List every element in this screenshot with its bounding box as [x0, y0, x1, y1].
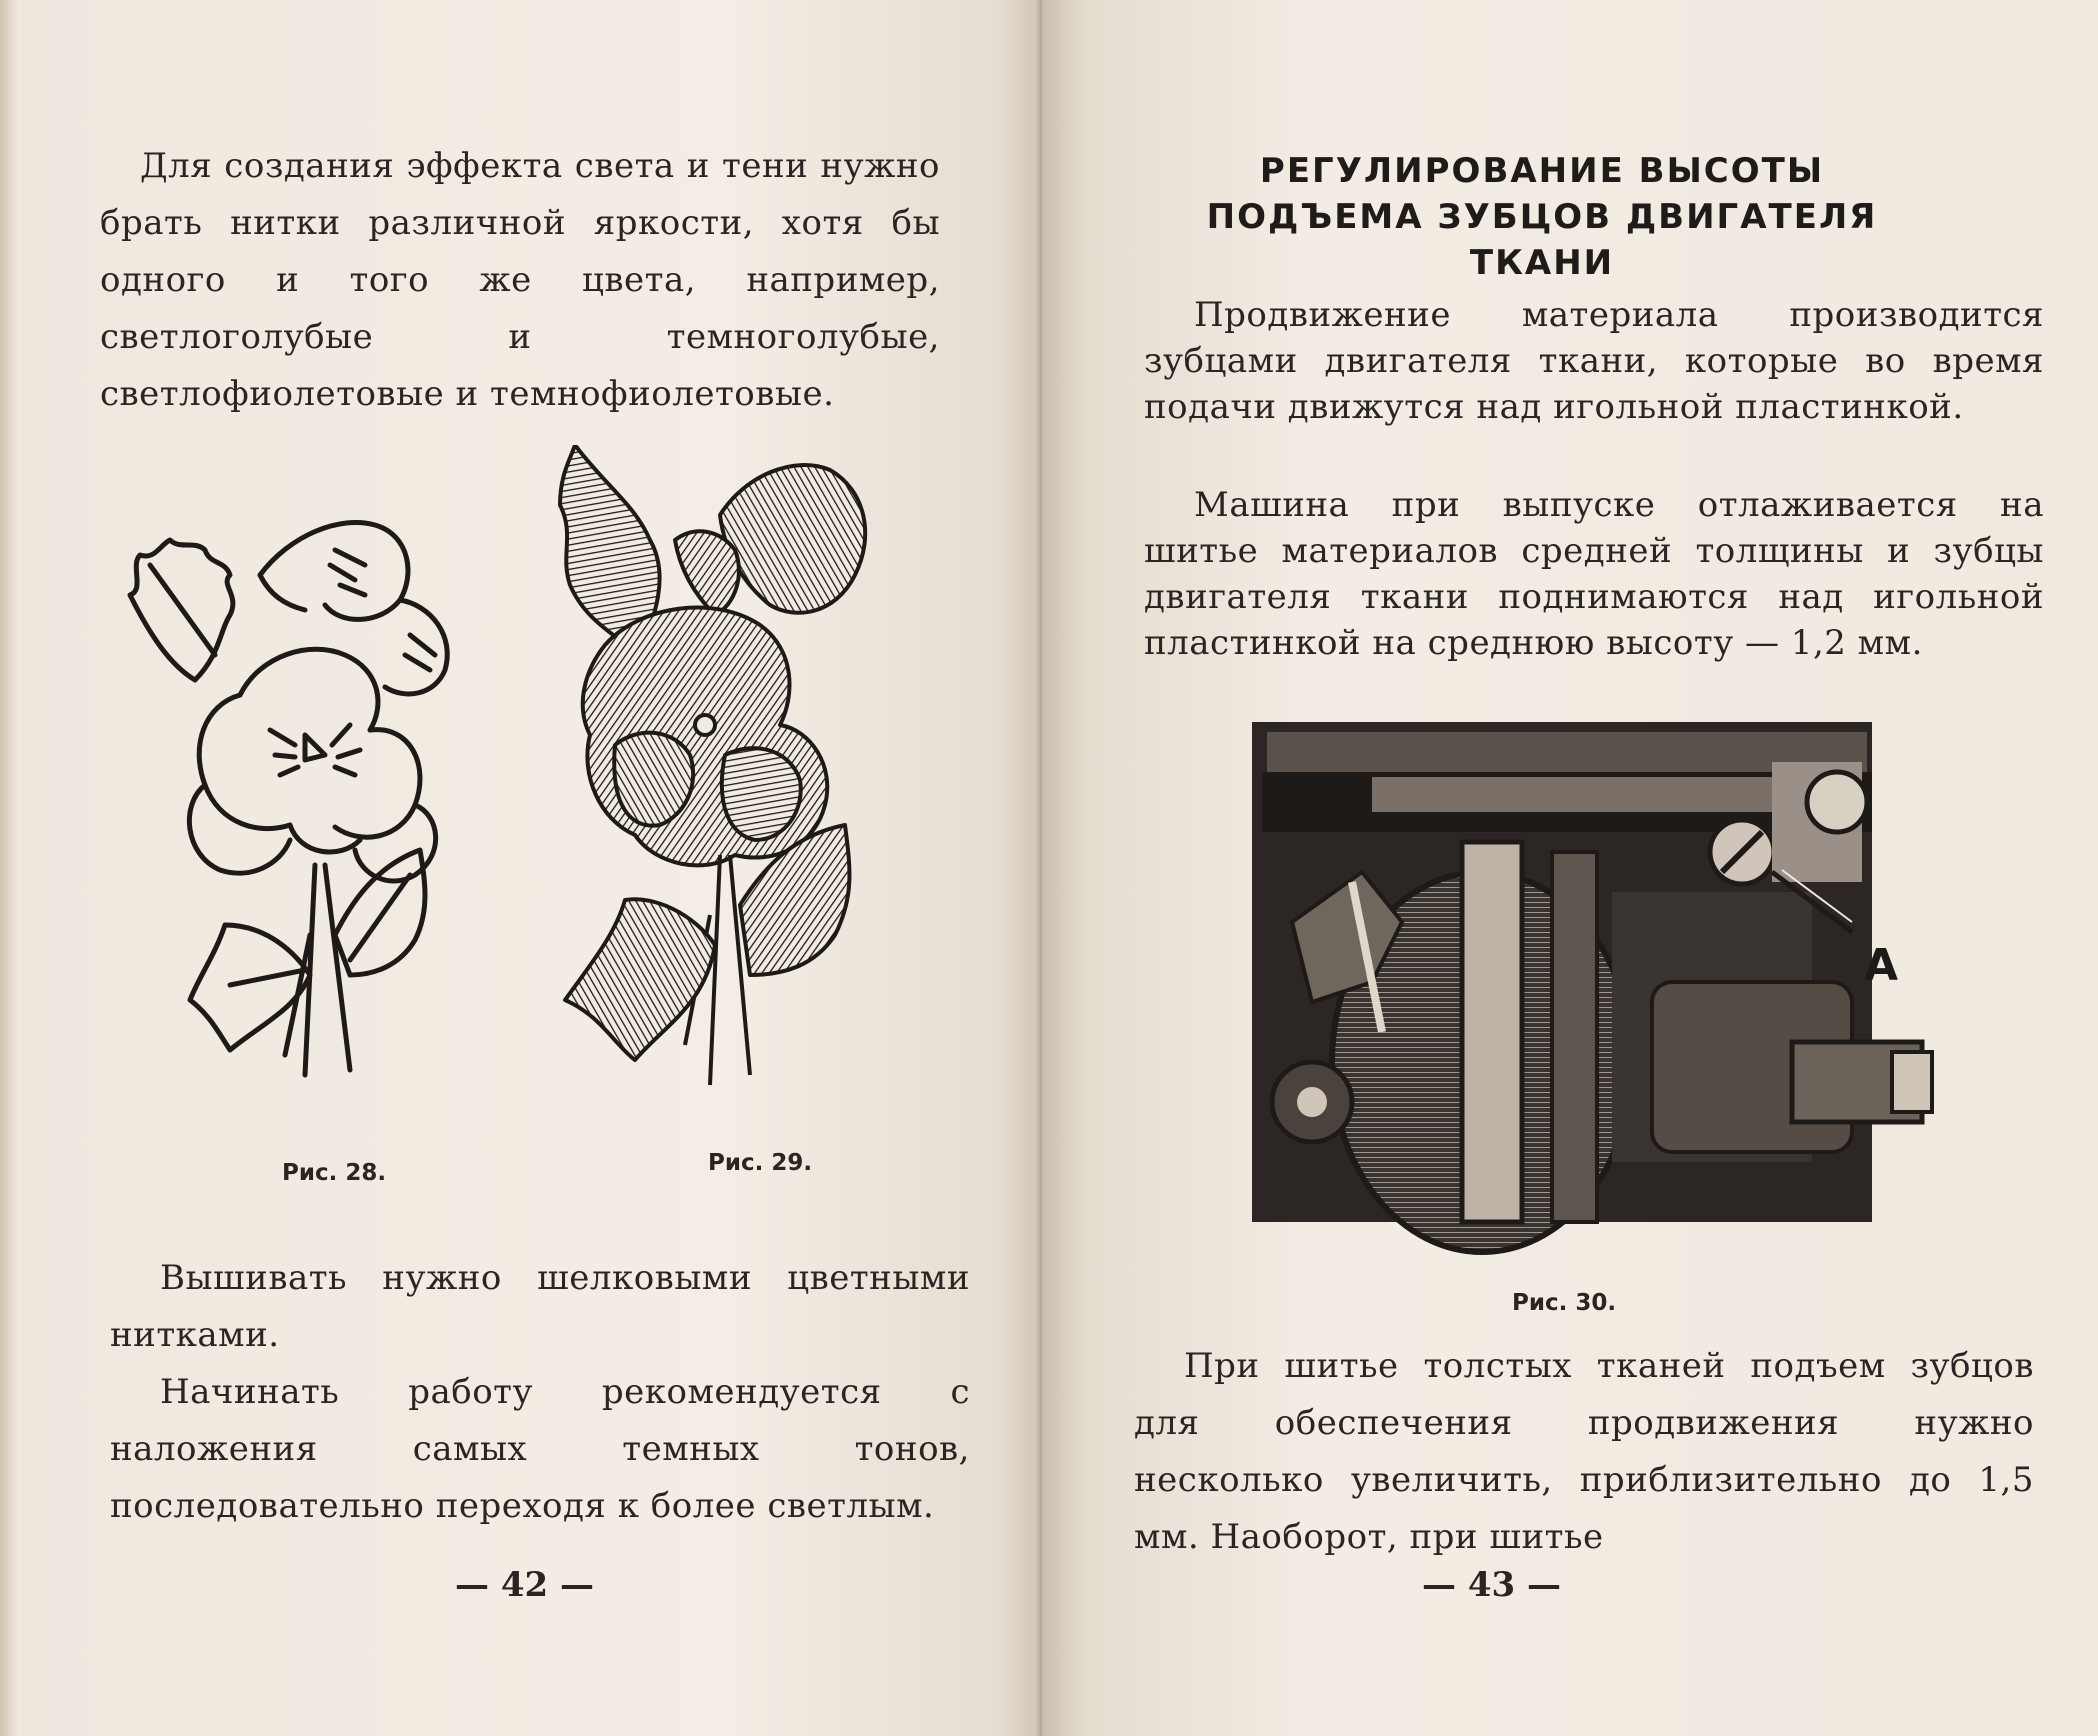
figure-29-caption: Рис. 29. — [708, 1150, 813, 1176]
right-paragraph-1: Продвижение материала производится зубцами двигателя ткани, которые во время подачи движутся над игольной пластинкой. — [1144, 295, 2044, 427]
page-edge-shadow — [0, 0, 18, 1736]
left-paragraph-2: Вышивать нужно шелковыми цветными нитками. — [110, 1258, 970, 1355]
figure-30-caption: Рис. 30. — [1512, 1290, 1617, 1316]
figure-30-label-a: А — [1864, 940, 1899, 991]
left-page — [0, 0, 1042, 1736]
left-page-number: — 42 — — [455, 1565, 594, 1605]
figure-28-caption: Рис. 28. — [282, 1160, 387, 1186]
left-paragraph-3: Начинать работу рекомендуется с наложения самых темных тонов, последовательно переходя к более светлым. — [110, 1372, 970, 1526]
figure-29-embroidered-pansy — [545, 445, 935, 1095]
right-page — [1042, 0, 2098, 1736]
figure-30-feed-dog-mechanism — [1252, 722, 1952, 1262]
figure-28-outline-pansy — [110, 455, 470, 1095]
left-paragraph-1: Для создания эффекта света и тени нужно брать нитки различной яркости, хотя бы одного и того же цвета, например, светлоголубые и темноголубые, светлофиолетовые и темнофиолетовые. — [100, 146, 940, 414]
right-paragraph-3: При шитье толстых тканей подъем зубцов для обеспечения продвижения нужно несколько увеличить, приблизительно до 1,5 мм. Наоборот, при шитье — [1134, 1346, 2034, 1557]
right-paragraph-2: Машина при выпуске отлаживается на шитье материалов средней толщины и зубцы двигателя ткани поднимаются над игольной пластинкой на среднюю высоту — 1,2 мм. — [1144, 485, 2044, 663]
section-heading: РЕГУЛИРОВАНИЕ ВЫСОТЫ ПОДЪЕМА ЗУБЦОВ ДВИГАТЕЛЯ ТКАНИ — [1206, 151, 1878, 283]
right-page-number: — 43 — — [1422, 1565, 1561, 1605]
